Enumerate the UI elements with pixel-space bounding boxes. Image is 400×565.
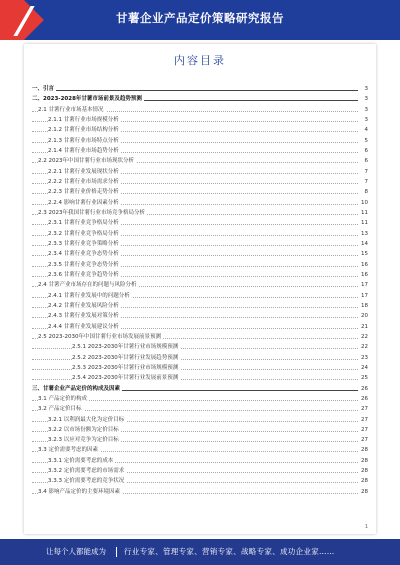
toc-entry[interactable] xyxy=(32,280,368,290)
toc-entry-page: 3 xyxy=(364,96,368,103)
toc-entry-page: 20 xyxy=(361,313,368,320)
toc-entry-page: 28 xyxy=(361,468,368,475)
toc-entry-page: 10 xyxy=(361,199,368,206)
toc-entry[interactable] xyxy=(32,208,368,218)
toc-entry-label: 2.3.5 甘薯行业竞争态势分析 xyxy=(48,261,119,268)
toc-entry[interactable] xyxy=(32,229,368,239)
toc-entry-page: 16 xyxy=(361,271,368,278)
toc-entry[interactable] xyxy=(32,456,368,466)
toc-entry-page: 11 xyxy=(361,209,368,216)
toc-entry-label: 2.2.2 甘薯行业市场需求分析 xyxy=(48,178,119,185)
toc-entry-page: 21 xyxy=(361,323,368,330)
toc-entry-page: 23 xyxy=(361,354,368,361)
toc-entry-page: 13 xyxy=(361,230,368,237)
toc-entry-label: 3.2 产品定价目标 xyxy=(38,406,82,413)
toc-entry[interactable] xyxy=(32,322,368,332)
toc-entry-page: 3 xyxy=(364,116,368,123)
document-page xyxy=(24,44,376,534)
table-of-contents xyxy=(32,84,368,497)
toc-entry-page: 22 xyxy=(361,333,368,340)
toc-entry-label: 2.1.4 甘薯行业市场趋势分析 xyxy=(48,147,119,154)
toc-entry-label: 3.4 影响产品定价的主要环境因素 xyxy=(38,488,120,495)
toc-entry-page: 28 xyxy=(361,478,368,485)
toc-entry-page: 17 xyxy=(361,282,368,289)
toc-entry-label: 三、甘薯企业产品定价的构成及因素 xyxy=(32,385,121,392)
toc-entry[interactable] xyxy=(32,415,368,425)
toc-entry-page: 15 xyxy=(361,251,368,258)
toc-entry-page: 27 xyxy=(361,426,368,433)
toc-entry-label: 3.2.2 以市场份额为定价目标 xyxy=(48,426,119,433)
toc-entry-label: 2.3 2023年我国甘薯行业市场竞争格局分析 xyxy=(38,209,145,216)
toc-entry-page: 26 xyxy=(361,385,368,392)
toc-entry-page: 28 xyxy=(361,447,368,454)
toc-entry-label: 2.3.1 甘薯行业竞争格局分析 xyxy=(48,220,119,227)
report-header xyxy=(0,0,400,40)
toc-entry-page: 24 xyxy=(361,364,368,371)
toc-entry-page: 17 xyxy=(361,292,368,299)
toc-entry[interactable] xyxy=(32,487,368,497)
toc-entry[interactable] xyxy=(32,156,368,166)
toc-entry[interactable] xyxy=(32,394,368,404)
footer-divider xyxy=(116,547,117,557)
toc-leader-dots xyxy=(32,90,358,91)
toc-entry-label: 2.2.3 甘薯行业价格走势分析 xyxy=(48,189,119,196)
toc-entry[interactable] xyxy=(32,105,368,115)
toc-entry-label: 3.2.1 以利润最大化为定价目标 xyxy=(48,416,125,423)
toc-entry[interactable] xyxy=(32,435,368,445)
toc-entry[interactable] xyxy=(32,353,368,363)
toc-entry-page: 3 xyxy=(364,86,368,92)
report-title: 甘薯企业产品定价策略研究报告 xyxy=(116,11,284,25)
toc-entry-page: 22 xyxy=(361,344,368,351)
toc-entry-label: 2.1.2 甘薯行业市场结构分析 xyxy=(48,127,119,134)
toc-entry[interactable] xyxy=(32,115,368,125)
toc-entry-page: 7 xyxy=(364,168,368,175)
toc-entry-label: 3.3.3 定价需要考虑的竞争状况 xyxy=(48,478,125,485)
toc-entry[interactable] xyxy=(32,425,368,435)
toc-entry-label: 一、引言 xyxy=(32,86,55,92)
toc-entry-label: 2.3.3 甘薯行业竞争策略分析 xyxy=(48,240,119,247)
footer-slogan: 让每个人都能成为 xyxy=(46,547,106,556)
toc-entry[interactable] xyxy=(32,404,368,414)
toc-entry-label: 2.4.4 甘薯行业发展建议分析 xyxy=(48,323,119,330)
toc-entry[interactable] xyxy=(32,363,368,373)
toc-entry-label: 二、2023-2028年甘薯市场前景及趋势预测 xyxy=(32,96,142,103)
toc-entry-label: 2.4 甘薯产业市场存在的问题与风险分析 xyxy=(38,282,137,289)
toc-entry-label: 3.3 定价需要考虑的因素 xyxy=(38,447,98,454)
toc-entry-page: 4 xyxy=(364,127,368,134)
toc-entry-page: 27 xyxy=(361,416,368,423)
toc-entry-label: 2.4.3 甘薯行业发展对策分析 xyxy=(48,313,119,320)
toc-entry[interactable] xyxy=(32,301,368,311)
toc-entry-label: 3.1 产品定价的构成 xyxy=(38,395,87,402)
footer-banner xyxy=(0,539,400,565)
toc-entry-label: 3.3.2 定价需要考虑的市场需求 xyxy=(48,468,125,475)
toc-entry-page: 27 xyxy=(361,437,368,444)
toc-entry-page: 26 xyxy=(361,395,368,402)
toc-entry-label: 2.3.4 甘薯行业竞争态势分析 xyxy=(48,251,119,258)
toc-entry[interactable] xyxy=(32,260,368,270)
toc-entry-page: 28 xyxy=(361,488,368,495)
toc-entry-label: 2.1.1 甘薯行业市场规模分析 xyxy=(48,116,119,123)
toc-entry-label: 2.4.1 甘薯行业发展中的问题分析 xyxy=(48,292,130,299)
toc-entry-page: 3 xyxy=(364,106,368,113)
toc-entry-label: 2.3.2 甘薯行业竞争格局分析 xyxy=(48,230,119,237)
toc-entry[interactable] xyxy=(32,218,368,228)
toc-entry[interactable] xyxy=(32,94,368,104)
toc-entry-label: 2.5 2023-2030年中国甘薯行业市场发展前景预测 xyxy=(38,333,161,340)
toc-entry-page: 18 xyxy=(361,302,368,309)
toc-entry[interactable] xyxy=(32,84,368,94)
toc-entry-label: 2.5.3 2023-2030年甘薯行业市场规模预测 xyxy=(72,364,179,371)
toc-entry[interactable] xyxy=(32,476,368,486)
toc-entry-page: 16 xyxy=(361,261,368,268)
toc-entry-page: 7 xyxy=(364,178,368,185)
toc-entry-label: 2.5.4 2023-2030年甘薯行业发展前景预测 xyxy=(72,375,179,382)
toc-entry-label: 2.3.6 甘薯行业竞争趋势分析 xyxy=(48,271,119,278)
toc-entry-page: 6 xyxy=(364,147,368,154)
toc-entry-page: 11 xyxy=(361,220,368,227)
toc-entry[interactable] xyxy=(32,270,368,280)
toc-entry[interactable] xyxy=(32,466,368,476)
toc-entry-page: 28 xyxy=(361,457,368,464)
toc-entry-page: 27 xyxy=(361,406,368,413)
toc-entry[interactable] xyxy=(32,167,368,177)
toc-entry-label: 2.2.1 甘薯行业发展现状分析 xyxy=(48,168,119,175)
toc-entry[interactable] xyxy=(32,136,368,146)
toc-entry-page: 6 xyxy=(364,158,368,165)
toc-entry[interactable] xyxy=(32,249,368,259)
toc-entry-page: 8 xyxy=(364,189,368,196)
toc-entry-page: 5 xyxy=(364,137,368,144)
toc-entry-label: 2.5.2 2023-2030年甘薯行业发展趋势预测 xyxy=(72,354,179,361)
toc-entry[interactable] xyxy=(32,239,368,249)
footer-roles: 行业专家、管理专家、营销专家、战略专家、成功企业家…… xyxy=(124,547,335,556)
toc-entry[interactable] xyxy=(32,373,368,383)
toc-entry[interactable] xyxy=(32,198,368,208)
toc-entry[interactable] xyxy=(32,332,368,342)
toc-entry-label: 3.3.1 定价需要考虑的成本 xyxy=(48,457,114,464)
toc-entry-label: 2.1 甘薯行业市场基本情况 xyxy=(38,106,104,113)
toc-entry-label: 3.2.3 以应对竞争为定价目标 xyxy=(48,437,119,444)
toc-entry[interactable] xyxy=(32,125,368,135)
toc-entry[interactable] xyxy=(32,177,368,187)
toc-title: 内容目录 xyxy=(174,54,226,67)
toc-entry[interactable] xyxy=(32,187,368,197)
toc-entry-page: 25 xyxy=(361,375,368,382)
toc-entry-label: 2.5.1 2023-2030年甘薯行业市场规模预测 xyxy=(72,344,179,351)
toc-entry-label: 2.1.3 甘薯行业市场特点分析 xyxy=(48,137,119,144)
toc-entry-label: 2.4.2 甘薯行业发展风险分析 xyxy=(48,302,119,309)
toc-entry[interactable] xyxy=(32,146,368,156)
toc-entry-label: 2.2.4 影响甘薯行业因素分析 xyxy=(48,199,119,206)
toc-entry[interactable] xyxy=(32,342,368,352)
page-number: 1 xyxy=(364,524,368,530)
toc-entry-label: 2.2 2023年中国甘薯行业市场现状分析 xyxy=(38,158,134,165)
toc-entry[interactable] xyxy=(32,291,368,301)
toc-entry[interactable] xyxy=(32,311,368,321)
toc-entry[interactable] xyxy=(32,445,368,455)
toc-entry-page: 14 xyxy=(361,240,368,247)
toc-entry[interactable] xyxy=(32,384,368,394)
